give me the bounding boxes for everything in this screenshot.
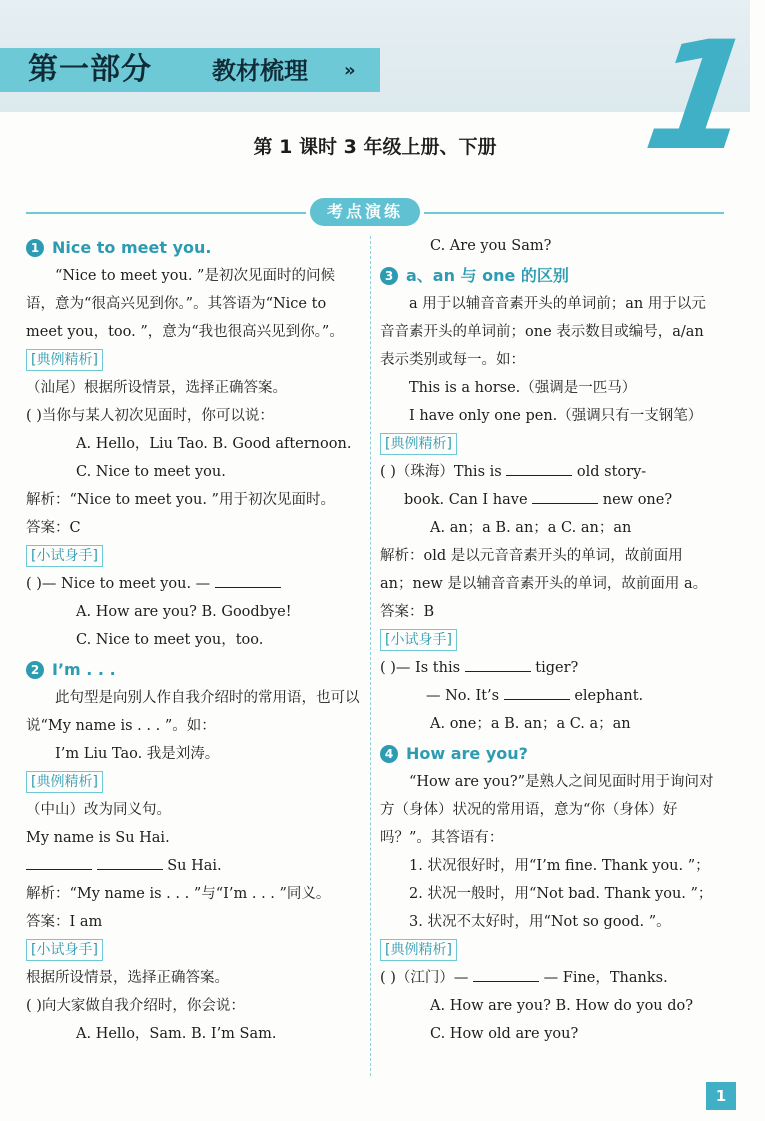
example-1-answer: 答案：C (26, 520, 81, 536)
example-3-stem-a: ( )（珠海）This is (380, 464, 502, 480)
example-4-stem (380, 964, 714, 992)
section-4-title: How are you? (406, 744, 528, 763)
chevron-icon: » (344, 60, 356, 81)
chapter-numeral: 1 (635, 10, 765, 184)
example-1-analysis: 解析：“Nice to meet you. ”用于初次见面时。 (26, 492, 335, 508)
example-3-analysis: 解析：old 是以元音音素开头的单词，故前面用 an；new 是以辅音音素开头的单词，故前面用 a。 (380, 548, 708, 592)
section-4-item-3: 3. 状况不太好时，用“Not so good. ”。 (409, 914, 671, 930)
answer-blank[interactable] (532, 489, 598, 504)
section-3-heading (380, 262, 714, 290)
part-subtitle: 教材梳理 (212, 57, 308, 85)
example-3-stem (380, 458, 714, 486)
example-tag: [典例精析] (26, 349, 103, 371)
example-4-stem-end: — Fine，Thanks. (543, 970, 668, 986)
example-3-stem-b: old story- (576, 464, 647, 480)
practice-2-options: A. Hello，Sam. B. I’m Sam. (76, 1026, 277, 1042)
badge-label: 考点演练 (310, 198, 420, 226)
example-3-line2 (380, 486, 714, 514)
section-2-example: I’m Liu Tao. 我是刘涛。 (55, 746, 220, 762)
answer-blank[interactable] (26, 855, 92, 870)
practice-tag: [小试身手] (26, 545, 103, 567)
number-badge-1: 1 (26, 239, 44, 257)
badge-line-right (424, 212, 724, 214)
section-3-body: a 用于以辅音音素开头的单词前；an 用于以元音音素开头的单词前；one 表示数目或编号，a/an 表示类别或每一。如： (380, 296, 706, 368)
practice-1-option-c: C. Nice to meet you，too. (76, 632, 264, 648)
practice-3-line1 (380, 654, 714, 682)
section-2-title: I’m . . . (52, 660, 116, 679)
answer-blank[interactable] (215, 573, 281, 588)
example-3-line2-a: book. Can I have (404, 492, 528, 508)
section-badge (310, 198, 440, 228)
practice-2-option-c: C. Are you Sam? (430, 238, 552, 254)
answer-blank[interactable] (504, 685, 570, 700)
answer-blank[interactable] (97, 855, 163, 870)
practice-3-options: A. one；a B. an；a C. a；an (430, 716, 631, 732)
section-4-item-2: 2. 状况一般时，用“Not bad. Thank you. ”； (409, 886, 713, 902)
section-1-title: Nice to meet you. (52, 238, 212, 257)
practice-tag: [小试身手] (380, 629, 457, 651)
number-badge-4: 4 (380, 745, 398, 763)
answer-blank[interactable] (465, 657, 531, 672)
column-divider (370, 236, 371, 1076)
section-3-title: a、an 与 one 的区别 (406, 266, 569, 285)
example-1-options-ab: A. Hello，Liu Tao. B. Good afternoon. (76, 436, 352, 452)
practice-3-line2-end: elephant. (574, 688, 644, 704)
section-2-heading (26, 656, 360, 684)
example-2-question: （中山）改为同义句。 (26, 802, 171, 818)
answer-blank[interactable] (473, 967, 539, 982)
example-2-line2 (26, 852, 360, 880)
right-column (380, 232, 714, 1048)
example-4-option-c: C. How old are you? (430, 1026, 579, 1042)
section-4-item-1: 1. 状况很好时，用“I’m fine. Thank you. ”； (409, 858, 710, 874)
section-4-body: “How are you?”是熟人之间见面时用于询问对方（身体）状况的常用语，意为“你（身体）好吗？”。其答语有： (380, 774, 714, 846)
section-3-example-2: I have only one pen.（强调只有一支钢笔） (409, 408, 703, 424)
practice-1-options-ab: A. How are you? B. Goodbye! (76, 604, 292, 620)
example-2-line2-end: Su Hai. (167, 858, 222, 874)
section-3-example-1: This is a horse.（强调是一匹马） (409, 380, 637, 396)
practice-tag: [小试身手] (26, 939, 103, 961)
example-1-option-c: C. Nice to meet you. (76, 464, 226, 480)
example-2-analysis: 解析：“My name is . . . ”与“I’m . . . ”同义。 (26, 886, 331, 902)
practice-3-line1-end: tiger? (535, 660, 579, 676)
example-3-answer: 答案：B (380, 604, 435, 620)
page-number: 1 (706, 1082, 736, 1110)
example-1-question: （汕尾）根据所设情景，选择正确答案。 (26, 380, 287, 396)
practice-3-line2-text: — No. It’s (426, 688, 500, 704)
practice-2-stem: ( )向大家做自我介绍时，你会说： (26, 998, 245, 1014)
example-tag: [典例精析] (380, 939, 457, 961)
practice-3-line2 (380, 682, 714, 710)
example-tag: [典例精析] (380, 433, 457, 455)
example-2-answer: 答案：I am (26, 914, 103, 930)
section-1-body: “Nice to meet you. ”是初次见面时的问候语，意为“很高兴见到你。”。其答语为“Nice to meet you，too. ”，意为“我也很高兴见到你。”。 (26, 268, 344, 340)
badge-line-left (26, 212, 306, 214)
example-2-line1: My name is Su Hai. (26, 830, 170, 846)
example-3-line2-b: new one? (602, 492, 673, 508)
practice-1-stem (26, 570, 360, 598)
number-badge-3: 3 (380, 267, 398, 285)
part-title: 第一部分 (28, 52, 152, 87)
section-2-body: 此句型是向别人作自我介绍时的常用语，也可以说“My name is . . . ”。如： (26, 690, 360, 734)
practice-3-line1-text: ( )— Is this (380, 660, 461, 676)
left-column (26, 232, 360, 1048)
answer-blank[interactable] (506, 461, 572, 476)
example-1-stem: ( )当你与某人初次见面时，你可以说： (26, 408, 274, 424)
number-badge-2: 2 (26, 661, 44, 679)
example-tag: [典例精析] (26, 771, 103, 793)
example-4-stem-text: ( )（江门）— (380, 970, 469, 986)
lesson-title: 第 1 课时 3 年级上册、下册 (253, 136, 497, 158)
example-3-options: A. an；a B. an；a C. an；an (430, 520, 632, 536)
practice-1-text: ( )— Nice to meet you. — (26, 576, 211, 592)
section-4-heading (380, 740, 714, 768)
example-4-options-ab: A. How are you? B. How do you do? (430, 998, 694, 1014)
practice-2-question: 根据所设情景，选择正确答案。 (26, 970, 229, 986)
section-1-heading (26, 234, 360, 262)
